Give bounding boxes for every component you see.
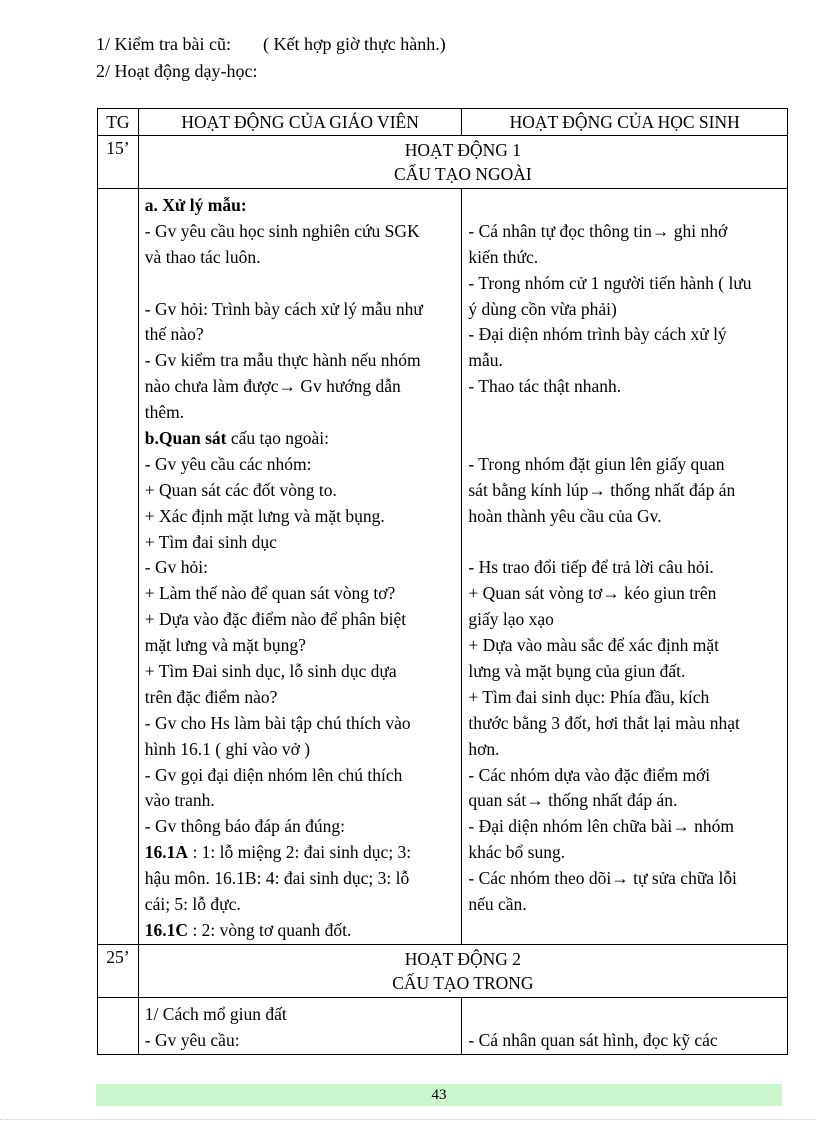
text-line: b.Quan sát cấu tạo ngoài: — [144, 428, 330, 449]
student-activity2-cell — [462, 997, 788, 1054]
text-line: - Cá nhân quan sát hình, đọc kỹ các — [468, 1029, 718, 1050]
lesson-table — [97, 108, 788, 1055]
teacher-activity-cell — [138, 189, 462, 945]
activity1-title-line1: HOẠT ĐỘNG 1 — [404, 140, 522, 160]
text-line: 16.1C : 2: vòng tơ quanh đốt. — [144, 919, 352, 940]
text-line: ý dùng cồn vừa phải) — [468, 298, 617, 319]
text-line: - Gv yêu cầu các nhóm: — [144, 453, 312, 474]
header-student: HOẠT ĐỘNG CỦA HỌC SINH — [462, 109, 788, 136]
text-line: - Đại diện nhóm lên chữa bài→ nhóm — [468, 816, 734, 837]
text-line: trên đặc điểm nào? — [144, 686, 278, 707]
blank-line — [468, 530, 783, 556]
text-line: hoàn thành yêu cầu của Gv. — [468, 505, 662, 526]
text-line: - Gv yêu cầu: — [144, 1029, 240, 1050]
text-line: giấy lạo xạo — [468, 609, 554, 630]
text-line: a. Xử lý mẫu: — [144, 195, 247, 215]
teacher-activity2-cell — [138, 997, 462, 1054]
text-line: hơn. — [468, 738, 500, 759]
page-number: 43 — [431, 1087, 447, 1103]
text-line: - Thao tác thật nhanh. — [468, 376, 622, 397]
text-line: - Gv yêu cầu học sinh nghiên cứu SGK — [144, 220, 420, 241]
text-line: + Dựa vào đặc điểm nào để phân biệt — [144, 609, 407, 630]
check-old-lesson-line — [96, 31, 446, 57]
student-activity-lines — [462, 189, 787, 918]
text-line: 16.1A : 1: lỗ miệng 2: đai sinh dục; 3: — [144, 842, 412, 863]
text-line: - Gv thông báo đáp án đúng: — [144, 816, 346, 837]
teacher-activity2-lines — [139, 998, 462, 1054]
text-line: cái; 5: lỗ đực. — [144, 894, 241, 915]
text-line: nếu cần. — [468, 894, 527, 915]
text-line: hậu môn. 16.1B: 4: đai sinh dục; 3: lỗ — [144, 868, 410, 889]
text-line: - Trong nhóm đặt giun lên giấy quan — [468, 453, 725, 474]
text-line: - Cá nhân tự đọc thông tin→ ghi nhớ — [468, 220, 728, 241]
text-line: thêm. — [144, 402, 185, 423]
activity1-time: 15’ — [98, 136, 139, 189]
activity1-title-line2: CẤU TẠO NGOÀI — [394, 164, 532, 184]
text-line: khác bổ sung. — [468, 842, 566, 863]
text-line: + Tìm Đai sinh dục, lỗ sinh dục dựa — [144, 661, 397, 682]
text-line: và thao tác luôn. — [144, 246, 261, 267]
activity2-time: 25’ — [98, 944, 139, 997]
activity2-title — [138, 944, 787, 997]
page-bottom-rule — [0, 1119, 816, 1120]
text-line: + Tìm đai sinh dục: Phía đầu, kích — [468, 686, 710, 707]
blank-line — [468, 426, 783, 452]
header-time: TG — [98, 109, 139, 136]
student-activity-cell — [462, 189, 788, 945]
teaching-activities-heading: 2/ Hoạt động dạy-học: — [96, 61, 258, 81]
text-line: thước bằng 3 đốt, hơi thắt lại màu nhạt — [468, 712, 740, 733]
text-line: kiến thức. — [468, 246, 539, 267]
text-line: mẫu. — [468, 350, 503, 371]
text-line: vào tranh. — [144, 790, 215, 811]
text-line: + Quan sát vòng tơ→ kéo giun trên — [468, 583, 717, 604]
page-footer — [96, 1084, 782, 1106]
text-line: - Gv gọi đại diện nhóm lên chú thích — [144, 764, 403, 785]
text-line: lưng và mặt bụng của giun đất. — [468, 661, 686, 682]
text-line: sát bằng kính lúp→ thống nhất đáp án — [468, 479, 736, 500]
activity2-title-line1: HOẠT ĐỘNG 2 — [404, 948, 522, 969]
blank-line — [468, 1002, 783, 1028]
header-teacher: HOẠT ĐỘNG CỦA GIÁO VIÊN — [138, 109, 462, 136]
text-line: thế nào? — [144, 324, 204, 345]
text-line: hình 16.1 ( ghi vào vở ) — [144, 738, 311, 759]
text-line: nào chưa làm được→ Gv hướng dẫn — [144, 376, 401, 397]
text-line: - Hs trao đổi tiếp để trả lời câu hỏi. — [468, 557, 714, 578]
text-line: - Gv hỏi: — [144, 557, 208, 578]
text-line: + Dựa vào màu sắc để xác định mặt — [468, 635, 720, 656]
text-line: + Làm thế nào để quan sát vòng tơ? — [144, 583, 396, 604]
activity1-time-empty — [98, 189, 139, 945]
text-line: mặt lưng và mặt bụng? — [144, 635, 306, 656]
text-line: - Trong nhóm cử 1 người tiến hành ( lưu — [468, 272, 752, 293]
activity2-time-empty — [98, 997, 139, 1054]
text-line: - Gv kiểm tra mẫu thực hành nếu nhóm — [144, 350, 421, 371]
teacher-activity-lines — [139, 189, 462, 944]
text-line: - Gv cho Hs làm bài tập chú thích vào — [144, 712, 411, 733]
activity1-title — [138, 136, 787, 189]
text-line: - Đại diện nhóm trình bày cách xử lý — [468, 324, 727, 345]
check-old-lesson-note: ( Kết hợp giờ thực hành.) — [262, 34, 446, 54]
blank-line — [468, 193, 783, 219]
student-activity2-lines — [462, 998, 787, 1054]
table-header-row — [98, 109, 788, 136]
activity1-content-row — [98, 189, 788, 945]
text-line: + Xác định mặt lưng và mặt bụng. — [144, 505, 385, 526]
activity2-title-row — [98, 944, 788, 997]
check-old-lesson-label: 1/ Kiểm tra bài cũ: — [96, 34, 231, 54]
text-line: quan sát→ thống nhất đáp án. — [468, 790, 678, 811]
text-line: - Các nhóm theo dõi→ tự sửa chữa lỗi — [468, 868, 737, 889]
text-line: - Gv hỏi: Trình bày cách xử lý mẫu như — [144, 298, 423, 319]
text-line: - Các nhóm dựa vào đặc điểm mới — [468, 764, 711, 785]
activity2-content-row — [98, 997, 788, 1054]
text-line: + Quan sát các đốt vòng to. — [144, 479, 337, 500]
text-line: 1/ Cách mổ giun đất — [144, 1003, 287, 1024]
text-line: + Tìm đai sinh dục — [144, 531, 277, 552]
blank-line — [468, 400, 783, 426]
activity1-title-row — [98, 136, 788, 189]
blank-line — [145, 271, 458, 297]
activity2-title-line2: CẤU TẠO TRONG — [392, 972, 534, 993]
